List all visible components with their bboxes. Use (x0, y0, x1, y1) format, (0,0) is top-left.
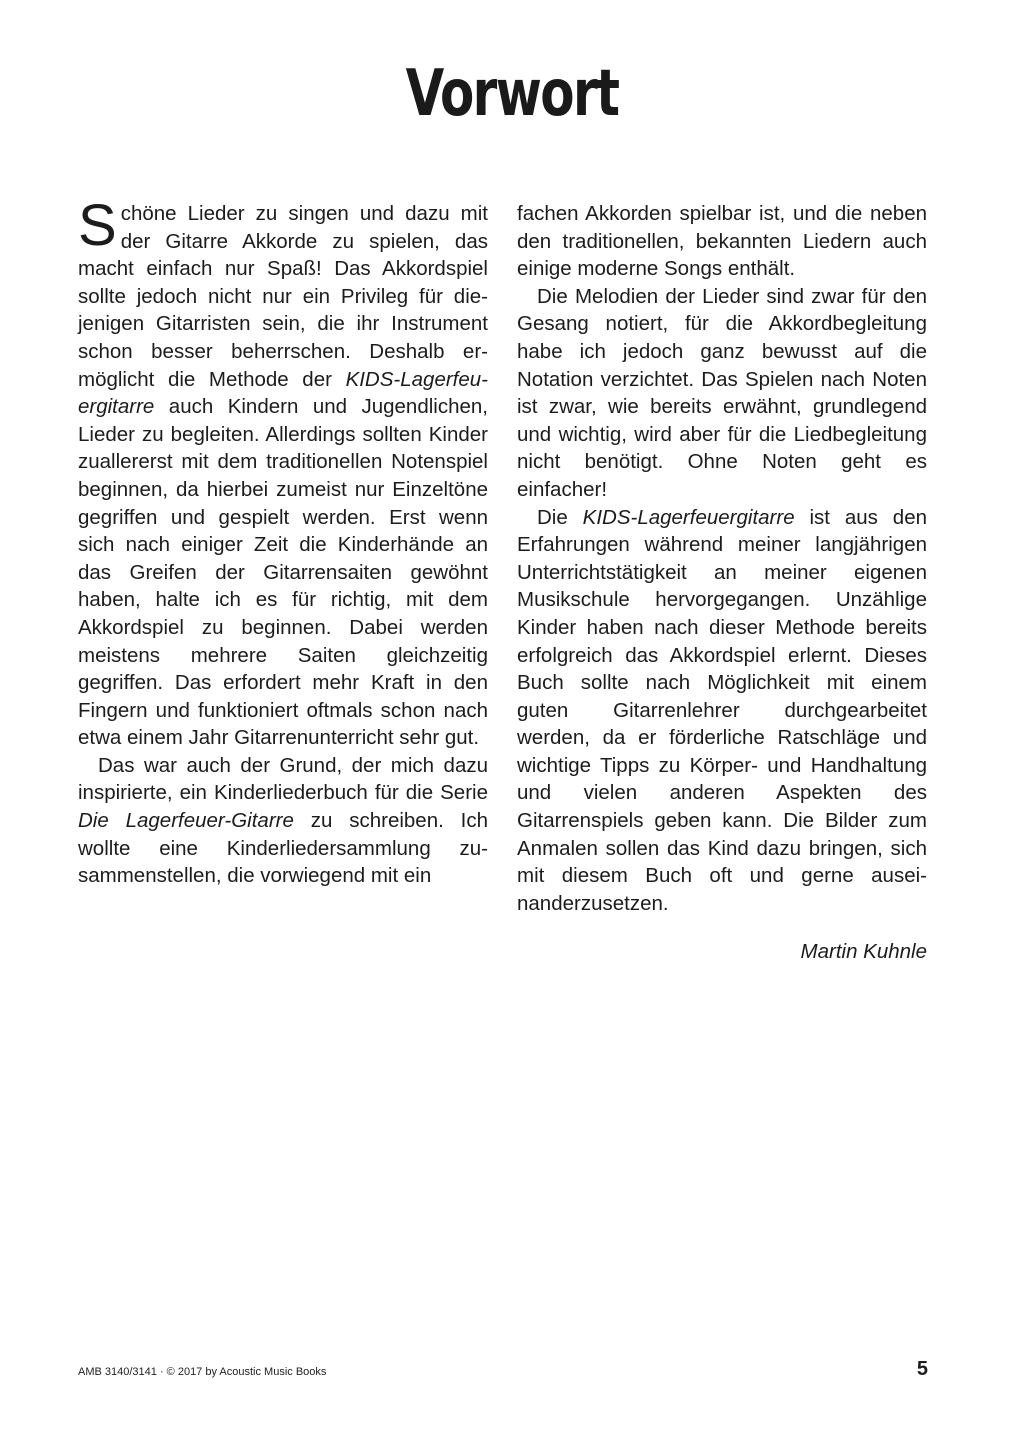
author-signature: Martin Kuhnle (800, 940, 927, 963)
italic-series-name: KIDS-Lagerfeuergitarre (78, 367, 488, 419)
right-text-column (517, 200, 927, 917)
page-number: 5 (916, 1358, 928, 1380)
drop-cap: S (78, 193, 117, 258)
paragraph-intro (78, 193, 488, 752)
paragraph-text: zu schreiben. Ich wollte eine Kinderliedersammlung zusammenstellen, die vorwiegend mit ein (78, 809, 488, 888)
left-text-column (78, 193, 488, 890)
footer-copyright: AMB 3140/3141 · © 2017 by Acoustic Music Books (78, 1366, 327, 1378)
italic-series-name: Die Lagerfeuer-Gitarre (78, 809, 294, 833)
paragraph-reason (78, 752, 488, 890)
paragraph-text: Die (537, 505, 583, 529)
paragraph-text: Das war auch der Grund, der mich dazu inspirierte, ein Kinderliederbuch für die Serie (78, 753, 488, 805)
paragraph-reason-continued: fachen Akkorden spielbar ist, und die neben den traditionellen, bekannten Liedern auch einige moderne Songs enthält. (517, 202, 927, 281)
paragraph-text: ist aus den Erfahrungen während meiner langjährigen Unterrichtstätigkeit an meiner eigenen Musikschule hervorgegangen. Unzählige Kinder haben nach dieser Methode bereits erfolgreich das Akkordspiel erlernt. Dieses Buch sollte nach Möglichkeit mit einem guten Gitarrenlehrer durchgearbeitet werden, da er förderliche Ratschläge und wichtige Tipps zu Körper- und Handhaltung und vielen anderen Aspekten des Gitarrenspiels geben kann. Die Bilder zum Anmalen sollen das Kind dazu bringen, sich mit diesem Buch oft und gerne auseinanderzusetzen. (517, 505, 927, 915)
italic-series-name: KIDS-Lagerfeuergitarre (582, 505, 795, 529)
paragraph-method (517, 504, 927, 918)
paragraph-melodies: Die Melodien der Lieder sind zwar für den Gesang notiert, für die Akkordbegleitung habe ich jedoch ganz bewusst auf die Notation verzichtet. Das Spielen nach Noten ist zwar, wie bereits erwähnt, grundlegend und wichtig, wird aber für die Liedbegleitung nicht benötigt. Ohne Noten geht es einfacher! (517, 284, 927, 501)
paragraph-text: auch Kindern und Jugendlichen, Lieder zu begleiten. Allerdings sollten Kinder zuallererst mit dem traditionellen Notenspiel beginnen, da hierbei zumeist nur Einzeltöne gegriffen und gespielt werden. Erst wenn sich nach einiger Zeit die Kinderhände an das Greifen der Gitarrensaiten gewöhnt haben, halte ich es für richtig, mit dem Akkordspiel zu beginnen. Dabei werden meistens mehrere Saiten gleichzeitig gegriffen. Das erfordert mehr Kraft in den Fingern und funktioniert oftmals schon nach etwa einem Jahr Gitarrenunterricht sehr gut. (78, 395, 488, 750)
page-title: Vorwort (405, 57, 619, 131)
paragraph-text: chöne Lieder zu singen und dazu mit der Gitarre Akkorde zu spielen, das macht einfach nur Spaß! Das Akkordspiel sollte jedoch nicht nur ein Privileg für diejenigen Gitarristen sein, die ihr Instrument schon besser beherrschen. Deshalb ermöglicht die Methode der (78, 202, 488, 391)
